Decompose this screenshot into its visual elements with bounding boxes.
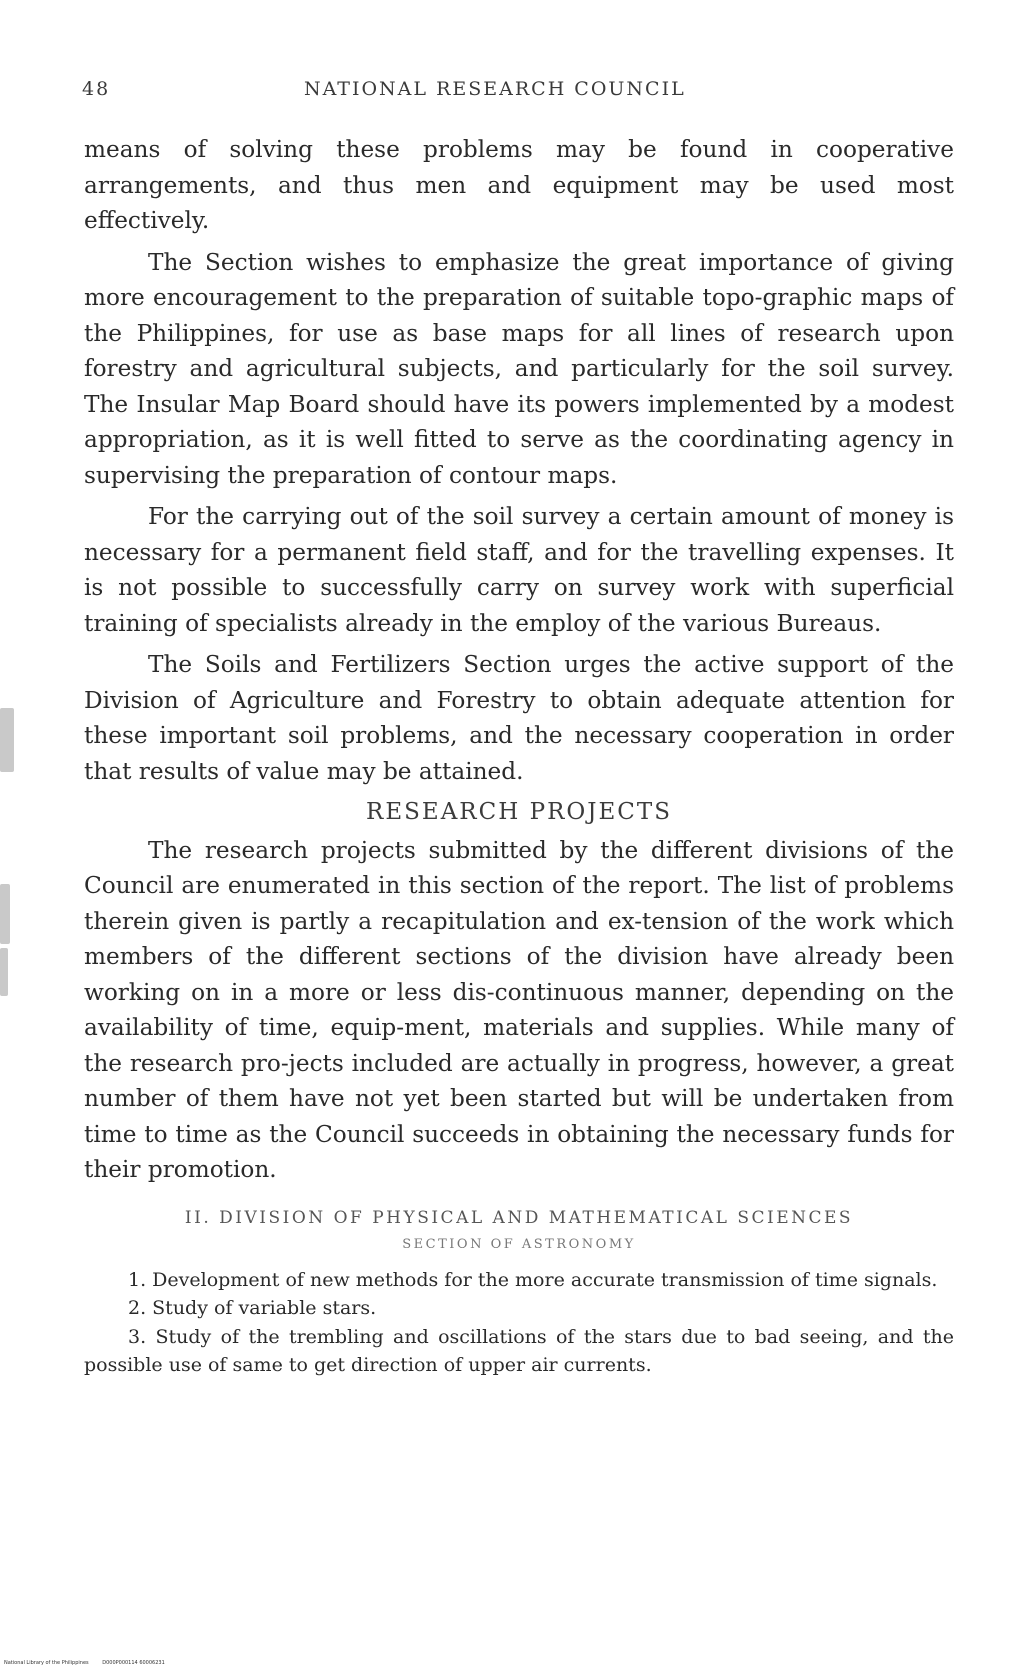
paragraph: The research projects submitted by the different divisions of the Council are enumerated in this section of the report. The list of problems therein given is partly a recapitulation and ex-tension of the work which members of the different sections of the division have already been working on in a more or less dis-continuous manner, depending on the availability of time, equip-ment, materials and supplies. While many of the research pro-jects included are actually in progress, however, a great number of them have not yet been started but will be undertaken from time to time as the Council succeeds in obtaining the necessary funds for their promotion.	[84, 836, 954, 1183]
list-item: 3. Study of the trembling and oscillations of the stars due to bad seeing, and the possible use of same to get direction of upper air currents.	[84, 1325, 954, 1376]
paragraph: For the carrying out of the soil survey a certain amount of money is necessary for a permanent field staff, and for the travelling expenses. It is not possible to successfully carry on survey work with superficial training of specialists already in the employ of the various Bureaus.	[84, 503, 954, 637]
page-number: 48	[82, 78, 111, 100]
paragraph: The Soils and Fertilizers Section urges the active support of the Division of Agriculture and Forestry to obtain adequate attention for these important soil problems, and the necessary cooperation in order that results of value may be attained.	[84, 651, 954, 785]
division-heading: II. DIVISION OF PHYSICAL AND MATHEMATICAL SCIENCES	[184, 1207, 854, 1228]
paragraph: The Section wishes to emphasize the great importance of giving more encouragement to the preparation of suitable topo-graphic maps of the Philippines, for use as base maps for all lines of research upon forestry and agricultural subjects, and particularly for the soil survey. The Insular Map Board should have its powers implemented by a modest appropriation, as it is well fitted to serve as the coordinating agency in supervising the preparation of contour maps.	[84, 248, 954, 489]
project-list	[84, 1266, 954, 1380]
list-item: 1. Development of new methods for the more accurate transmission of time signals.	[128, 1268, 938, 1291]
scan-edge-mark	[0, 708, 14, 772]
subsection-heading: SECTION OF ASTRONOMY	[402, 1236, 636, 1252]
scan-edge-mark	[0, 884, 10, 944]
footer-library: National Library of the Philippines	[4, 1660, 89, 1666]
paragraph: means of solving these problems may be found in cooperative arrangements, and thus men and equipment may be used most effectively.	[84, 136, 954, 234]
scan-footer	[4, 1660, 177, 1666]
list-item: 2. Study of variable stars.	[128, 1297, 377, 1319]
body-text	[84, 132, 954, 1380]
section-heading: RESEARCH PROJECTS	[366, 799, 672, 825]
footer-code: D000P000114 60006231	[102, 1660, 165, 1666]
scan-edge-mark	[0, 948, 8, 996]
running-title: NATIONAL RESEARCH COUNCIL	[304, 78, 686, 100]
